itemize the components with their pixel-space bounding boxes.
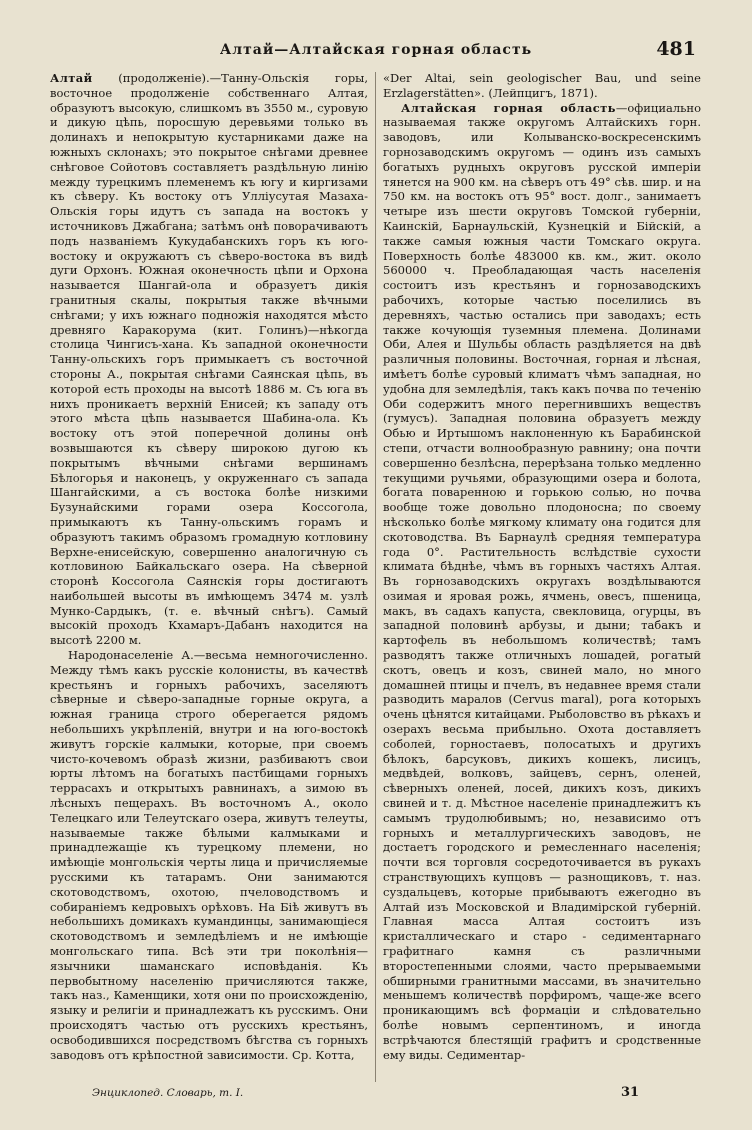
article-altai-mining-region [383, 101, 701, 1063]
right-column [383, 71, 701, 1062]
page-header [0, 38, 752, 68]
left-column [50, 71, 368, 1062]
page-footer [0, 1084, 752, 1110]
signature-mark: 31 [621, 1085, 640, 1100]
article-text: —официально называемая также округомъ Алтайскихъ горн. заводовъ, или Колыванско-воскресенскимъ горнозаводскимъ округомъ — одинъ изъ самыхъ богатыхъ рудныхъ округовъ русской имперіи тянется на 900 км. на сѣверъ отъ 49° сѣв. шир. и на 750 км. на востокъ отъ 95° вост. долг., занимаетъ четыре изъ шести округовъ Томской губерніи, Каинскій, Барнаульскій, Кузнецкій и Бійскій, а также самыя южныя части Томскаго округа. Поверхность болѣе 483000 кв. км., жит. около 560000 ч. Преобладающая часть населенія состоитъ изъ крестьянъ и горнозаводскихъ рабочихъ, которые частью поселились въ деревняхъ, частью остались при заводахъ; есть также кочующія туземныя племена. Долинами Оби, Алея и Шульбы область раздѣляется на двѣ различныя половины. Восточная, горная и лѣсная, имѣетъ болѣе суровый климатъ чѣмъ западная, но удобна для земледѣлія, такъ какъ почва по теченію Оби содержитъ много перегнившихъ веществъ (гумусъ). Западная половина образуетъ между Обью и Иртышомъ наклоненную къ Барабинской степи, отчасти волнообразную равнину; она почти совершенно безлѣсна, перерѣзана только медленно текущими ручьями, образующими озера и болота, богата поваренною и горькою солью, но почва вообще тоже довольно плодоносна; по своему нѣсколько болѣе мягкому климату она годится для скотоводства. Въ Барнаулѣ средняя температура года 0°. Растительность вслѣдствіе сухости климата бѣднѣе, чѣмъ въ горныхъ частяхъ Алтая. Въ горнозаводскихъ округахъ воздѣлываются озимая и яровая рожь, ячмень, овесъ, пшеница, макъ, въ садахъ капуста, свекловица, огурцы, въ западной половинѣ арбузы, и дыни; табакъ и картофель въ небольшомъ количествѣ; тамъ разводятъ также отличныхъ лошадей, рогатый скотъ, овецъ и козъ, свиней мало, но много домашней птицы и пчелъ, въ недавнее время стали разводить маралов (Cervus maral), рога которыхъ очень цѣнятся китайцами. Рыболовство въ рѣкахъ и озерахъ весьма прибыльно. Охота доставляетъ соболей, горностаевъ, полосатыхъ и другихъ бѣлокъ, барсуковъ, дикихъ кошекъ, лисицъ, медвѣдей, волковъ, зайцевъ, сернъ, оленей, сѣверныхъ оленей, лосей, дикихъ козъ, дикихъ свиней и т. д. Мѣстное населеніе принадлежитъ къ самымъ трудолюбивымъ; но, независимо отъ горныхъ и металлургическихъ заводовъ, не достаетъ городского и ремесленнаго населенія; почти вся торговля сосредоточивается въ рукахъ странствующихъ купцовъ — разнощиковъ, т. наз. суздальцевъ, которые прибываютъ ежегодно въ Алтай изъ Московской и Владимірской губерній. Главная масса Алтая состоитъ изъ кристаллическаго и старо - седиментарнаго графитнаго камня съ различными второстепенными слоями, часто прерываемыми обширными гранитными массами, въ значительно меньшемъ количествѣ порфиромъ, чаще-же всего проникающимъ всѣ формаціи и слѣдовательно болѣе новымъ серпентиномъ, и иногда встрѣчаются блестящій графитъ и сродственные ему виды. Седиментар- [383, 100, 701, 1062]
article-altai-continued [50, 71, 368, 648]
bibliography-continuation: «Der Altai, sein geologischer Bau, und seine Erzlagerstätten». (Лейпцигъ, 1871). [383, 71, 701, 100]
article-text: (продолженіе).—Танну-Ольскія горы, восточное продолженіе собственнаго Алтая, образуютъ высокую, слишкомъ въ 3550 м., суровую и дикую цѣпь, поросшую деревьями только въ долинахъ и непокрытую кустарниками даже на южныхъ склонахъ; это покрытое снѣгами древнее снѣговое Сойотовъ составляетъ раздѣльную линію между турецкимъ племенемъ къ югу и киргизами къ сѣверу. Къ востоку отъ Улліусутая Мазаха-Ольскія горы идутъ съ запада на востокъ у источниковъ Джабгана; затѣмъ онѣ поворачиваютъ подъ названіемъ Кукудабанскихъ горъ къ юго-востоку и окружаютъ съ сѣверо-востока въ видѣ дуги Орхонъ. Южная оконечность цѣпи и Орхона называется Шангай-ола и образуетъ дикія гранитныя скалы, покрытыя также вѣчными снѣгами; у ихъ южнаго подножія находятся мѣсто древняго Каракорума (кит. Голинъ)—нѣкогда столица Чингисъ-хана. Къ западной оконечности Танну-ольскихъ горъ примыкаетъ съ восточной стороны А., покрытая снѣгами Саянская цѣпь, въ которой есть проходы на высотѣ 1886 м. Съ юга въ нихъ проникаетъ верхній Енисей; къ западу отъ этого мѣста цѣпь называется Шабина-ола. Къ востоку отъ этой поперечной долины онѣ возвышаются къ сѣверу широкою дугою къ покрытымъ вѣчными снѣгами вершинамъ Бѣлогорья и наконецъ, у окруженнаго съ запада Шангайскими, а съ востока болѣе низкими Бузунайскими горами озера Коссогола, примыкаютъ къ Танну-ольскимъ горамъ и образуютъ такимъ образомъ громадную котловину Верхне-енисейскую, совершенно аналогичную съ котловиною Байкальскаго озера. На сѣверной сторонѣ Коссогола Саянскія горы достигаютъ наибольшей высоты въ имѣющемъ 3474 м. узлѣ Мунко-Сардыкъ, (т. е. вѣчный снѣгъ). Самый высокій проходъ Кхамаръ-Дабанъ находится на высотѣ 2200 м. [50, 71, 368, 648]
article-headword: Алтайская горная область [401, 100, 616, 115]
running-title: Алтай—Алтайская горная область [219, 42, 533, 58]
column-divider [375, 72, 376, 1082]
page-number: 481 [656, 38, 696, 60]
population-paragraph: Народонаселеніе А.—весьма немногочисленно. Между тѣмъ какъ русскіе колонисты, въ качествѣ крестьянъ и горныхъ рабочихъ, заселяютъ сѣверные и сѣверо-западные горные округа, а южная граница строго оберегается рядомъ небольшихъ укрѣпленій, внутри и на юго-востокѣ живутъ горскіе калмыки, которые, при своемъ чисто-кочевомъ образѣ жизни, разбиваютъ свои юрты лѣтомъ на богатыхъ пастбищами горныхъ террасахъ и открытыхъ равнинахъ, а зимою въ лѣсныхъ пещерахъ. Въ восточномъ А., около Телецкаго или Телеутскаго озера, живутъ телеуты, называемые также бѣлыми калмыками и принадлежащіе къ турецкому племени, но имѣющіе монгольскія черты лица и причисляемые русскими къ татарамъ. Они занимаются скотоводствомъ, охотою, пчеловодствомъ и собираніемъ кедровыхъ орѣховъ. На Біѣ живутъ въ небольшихъ домикахъ кумандинцы, занимающіеся скотоводствомъ и земледѣліемъ и не имѣющіе монгольскаго типа. Всѣ эти три поколѣнія—язычники шаманскаго исповѣданія. Къ первобытному населенію причисляются также, такъ наз., Каменщики, хотя они по происхожденію, языку и религіи и принадлежатъ къ русскимъ. Они происходятъ частью отъ русскихъ крестьянъ, освободившихся посредствомъ бѣгства съ горныхъ заводовъ отъ крѣпостной зависимости. Ср. Котта, [50, 648, 368, 1062]
footer-volume-note: Энциклопед. Словарь, т. I. [92, 1087, 244, 1099]
article-headword: Алтай [50, 71, 93, 85]
